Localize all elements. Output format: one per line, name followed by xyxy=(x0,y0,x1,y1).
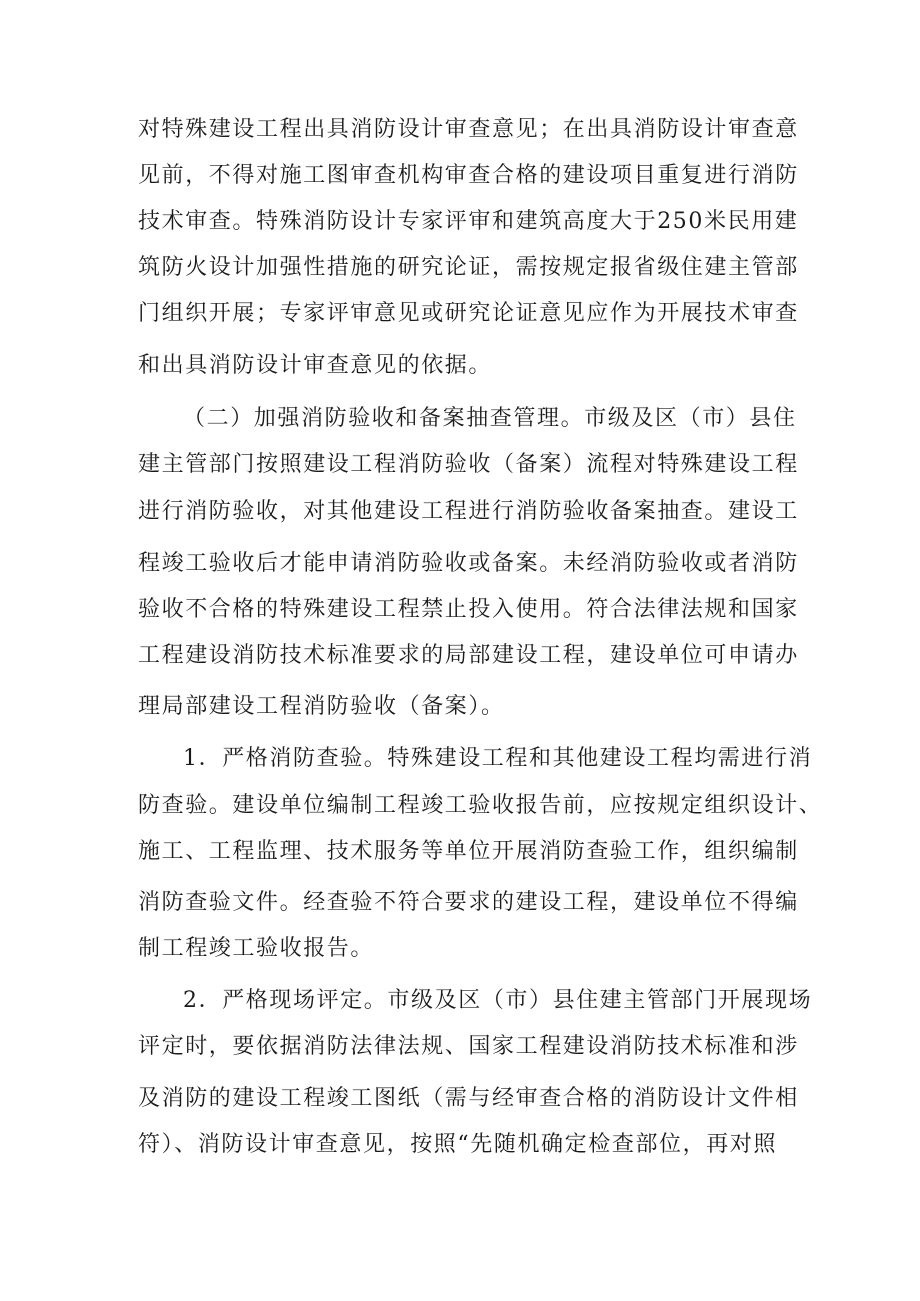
text-line: 门组织开展；专家评审意见或研究论证意见应作为开展技术审查 xyxy=(138,301,799,326)
paragraph-item-1: 1．严格消防查验。特殊建设工程和其他建设工程均需进行消 xyxy=(183,746,813,771)
text-line: 消防查验文件。经查验不符合要求的建设工程，建设单位不得编 xyxy=(138,890,799,915)
text-line: 筑防火设计加强性措施的研究论证，需按规定报省级住建主管部 xyxy=(138,255,799,280)
text-line: 建主管部门按照建设工程消防验收（备案）流程对特殊建设工程 xyxy=(138,452,799,477)
text-line: 及消防的建设工程竣工图纸（需与经审查合格的消防设计文件相 xyxy=(138,1086,799,1111)
text-line: 理局部建设工程消防验收（备案）。 xyxy=(138,694,505,719)
text-line: 工程建设消防技术标准要求的局部建设工程，建设单位可申请办 xyxy=(138,643,799,668)
text-line: 防查验。建设单位编制工程竣工验收报告前，应按规定组织设计、 xyxy=(138,793,823,818)
paragraph-item-2: 2．严格现场评定。市级及区（市）县住建主管部门开展现场 xyxy=(183,988,813,1013)
text-line: 符）、消防设计审查意见，按照“先随机确定检查部位，再对照 xyxy=(138,1132,778,1157)
text-line: 对特殊建设工程出具消防设计审查意见；在出具消防设计审查意 xyxy=(138,117,799,142)
text-line: 施工、工程监理、技术服务等单位开展消防查验工作，组织编制 xyxy=(138,839,799,864)
text-line: 程竣工验收后才能申请消防验收或备案。未经消防验收或者消防 xyxy=(138,551,799,576)
text-line: 见前，不得对施工图审查机构审查合格的建设项目重复进行消防 xyxy=(138,163,799,188)
paragraph-heading: （二）加强消防验收和备案抽查管理。市级及区（市）县住 xyxy=(183,406,797,431)
text-line: 验收不合格的特殊建设工程禁止投入使用。符合法律法规和国家 xyxy=(138,597,799,622)
text-line: 制工程竣工验收报告。 xyxy=(138,936,375,961)
text-line: 进行消防验收，对其他建设工程进行消防验收备案抽查。建设工 xyxy=(138,499,799,524)
text-line: 技术审查。特殊消防设计专家评审和建筑高度大于250米民用建 xyxy=(138,209,799,234)
text-line: 评定时，要依据消防法律法规、国家工程建设消防技术标准和涉 xyxy=(138,1034,799,1059)
text-line: 和出具消防设计审查意见的依据。 xyxy=(138,353,493,378)
